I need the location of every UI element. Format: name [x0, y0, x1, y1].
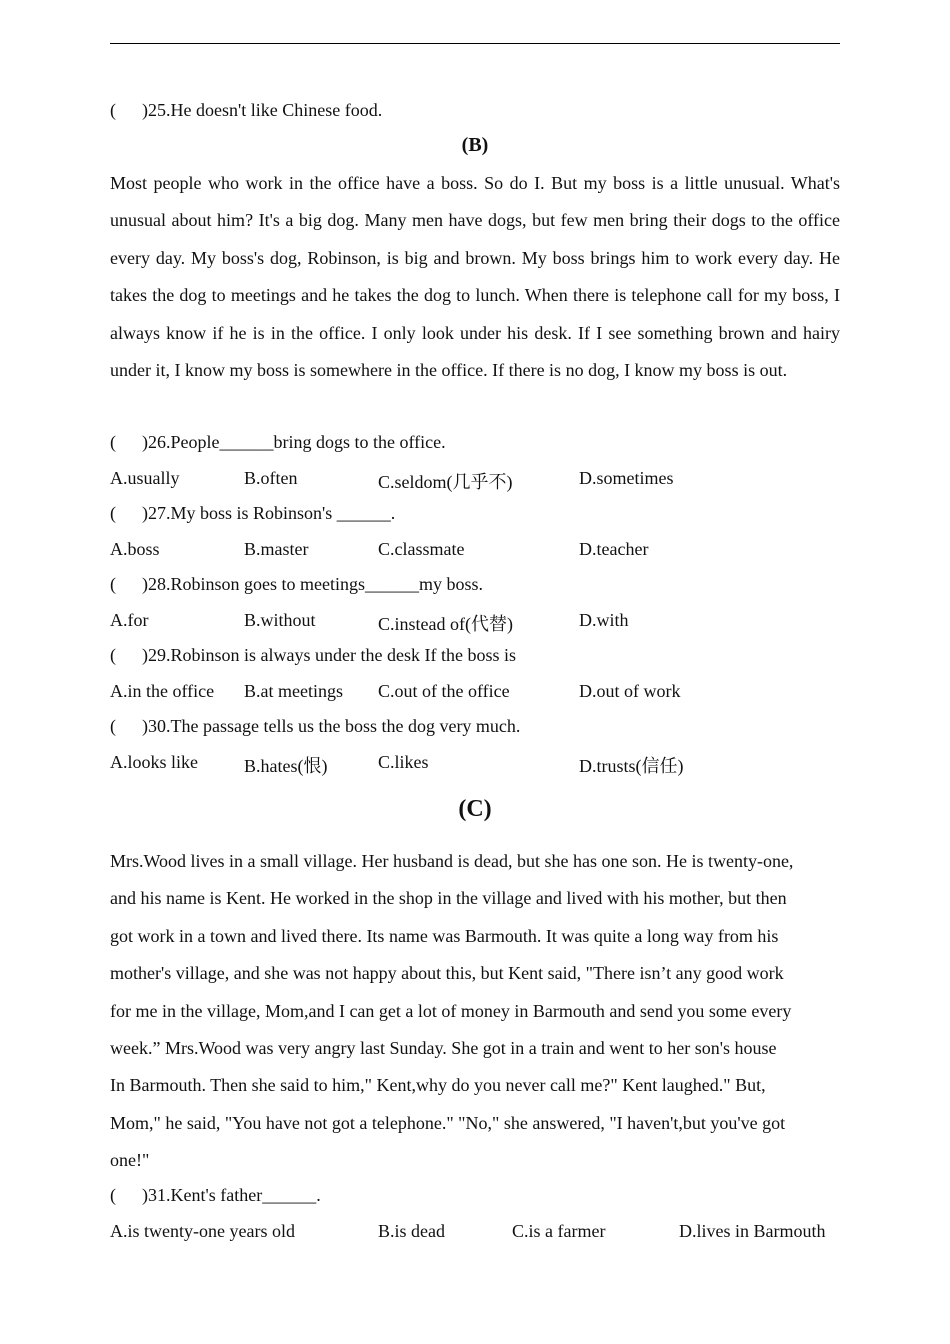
question-26 — [110, 432, 446, 453]
option-d: D.out of work — [579, 681, 681, 701]
option-a: A.in the office — [110, 681, 215, 701]
question-text: )30.The passage tells us the boss the dog very much. — [142, 716, 521, 736]
passage-line: and his name is Kent. He worked in the shop in the village and lived with his mother, but then — [110, 888, 787, 909]
question-text: )27.My boss is Robinson's ______. — [142, 503, 396, 523]
answer-paren: ( — [110, 1185, 116, 1205]
question-text: )25.He doesn't like Chinese food. — [142, 100, 383, 120]
header-rule — [110, 43, 840, 44]
question-28 — [110, 574, 483, 595]
option-c: C.out of the office — [378, 681, 510, 701]
option-a: A.boss — [110, 539, 160, 559]
option-b: B.without — [244, 610, 316, 630]
option-d: D.trusts(信任) — [579, 756, 684, 776]
answer-paren: ( — [110, 574, 116, 594]
answer-paren: ( — [110, 645, 116, 665]
passage-line: for me in the village, Mom,and I can get a lot of money in Barmouth and send you some every — [110, 1000, 792, 1021]
question-27 — [110, 503, 395, 524]
option-c: C.is a farmer — [512, 1221, 606, 1241]
option-b: B.hates(恨) — [244, 756, 328, 776]
section-b-heading: (B) — [461, 134, 489, 156]
option-a: A.for — [110, 610, 149, 630]
question-text: )26.People______bring dogs to the office. — [142, 432, 446, 452]
option-b: B.is dead — [378, 1221, 445, 1241]
option-b: B.often — [244, 468, 298, 488]
question-text: )31.Kent's father______. — [142, 1185, 321, 1205]
option-d: D.with — [579, 610, 629, 630]
question-29 — [110, 645, 516, 666]
passage-line: week.” Mrs.Wood was very angry last Sunday. She got in a train and went to her son's house — [110, 1038, 777, 1059]
option-b: B.at meetings — [244, 681, 343, 701]
answer-paren: ( — [110, 432, 116, 452]
option-d: D.teacher — [579, 539, 649, 559]
section-c-heading: (C) — [458, 796, 492, 822]
option-c: C.classmate — [378, 539, 465, 559]
option-a: A.usually — [110, 468, 180, 488]
answer-paren: ( — [110, 503, 116, 523]
section-b-passage — [110, 165, 840, 389]
answer-paren: ( — [110, 100, 116, 120]
passage-text: Most people who work in the office have a boss. So do I. But my boss is a little unusual. What's unusual about him? It's a big dog. Many men have dogs, but few men bring their dogs to the office every day. My boss's dog, Robinson, is big and brown. My boss brings him to work every day. He takes the dog to meetings and he takes the dog to lunch. When there is telephone call for my boss, I always know if he is in the office. I only look under his desk. If I see something brown and hairy under it, I know my boss is somewhere in the office. If there is no dog, I know my boss is out. — [110, 173, 840, 381]
passage-line: one!" — [110, 1150, 150, 1171]
option-c: C.instead of(代替) — [378, 614, 513, 634]
option-d: D.sometimes — [579, 468, 674, 488]
question-31 — [110, 1185, 321, 1206]
passage-line: In Barmouth. Then she said to him," Kent,why do you never call me?" Kent laughed." But, — [110, 1075, 766, 1096]
question-25 — [110, 100, 382, 121]
option-a: A.looks like — [110, 752, 198, 772]
option-a: A.is twenty-one years old — [110, 1221, 295, 1241]
option-c: C.likes — [378, 752, 429, 772]
passage-line: got work in a town and lived there. Its name was Barmouth. It was quite a long way from his — [110, 925, 779, 946]
passage-line: Mrs.Wood lives in a small village. Her husband is dead, but she has one son. He is twenty-one, — [110, 851, 794, 871]
section-c-passage — [110, 843, 840, 1180]
question-text: )28.Robinson goes to meetings______my boss. — [142, 574, 483, 594]
option-d: D.lives in Barmouth — [679, 1221, 826, 1241]
answer-paren: ( — [110, 716, 116, 736]
passage-line: Mom," he said, "You have not got a telephone." "No," she answered, "I haven't,but you've got — [110, 1112, 786, 1133]
question-text: )29.Robinson is always under the desk If the boss is — [142, 645, 516, 665]
question-30 — [110, 716, 520, 737]
option-b: B.master — [244, 539, 309, 559]
option-c: C.seldom(几乎不) — [378, 472, 513, 492]
passage-line: mother's village, and she was not happy about this, but Kent said, "There isn’t any good work — [110, 963, 784, 984]
